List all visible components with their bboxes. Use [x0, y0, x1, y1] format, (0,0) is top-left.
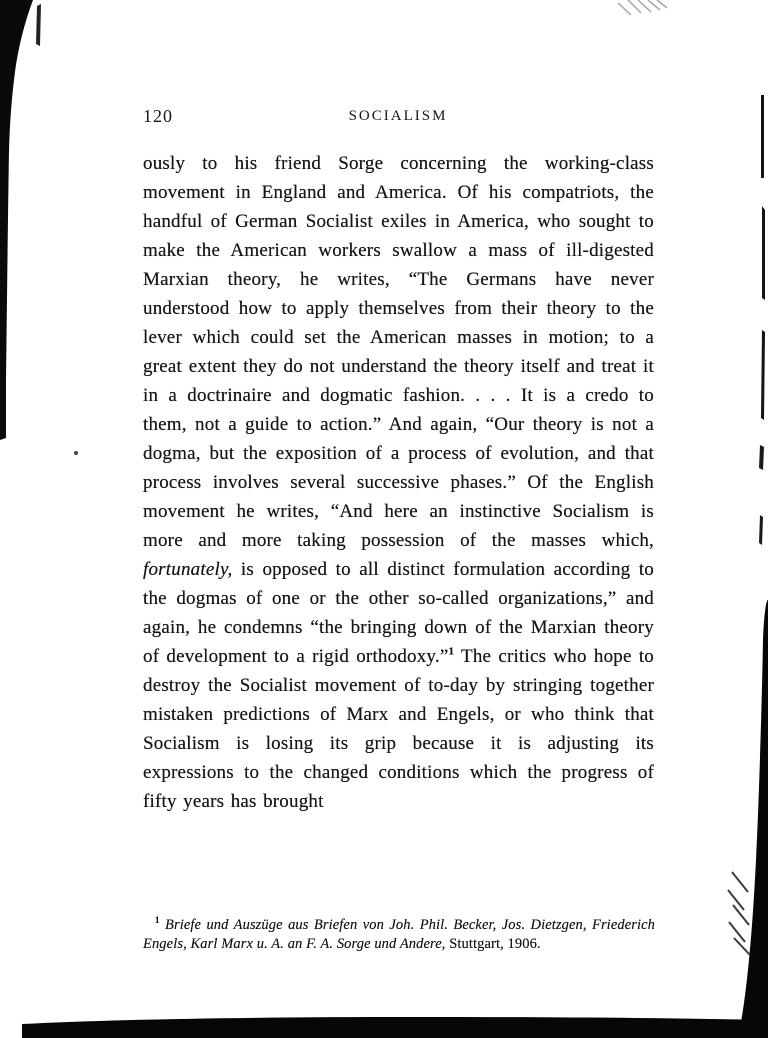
footnote-citation-roman: Stuttgart, 1906.: [445, 936, 541, 952]
body-text: [143, 149, 654, 816]
page-number: 120: [143, 106, 173, 126]
page-header: [143, 106, 653, 130]
footnote-citation-italic: Briefe und Auszüge aus Briefen von Joh. Phil. Becker, Jos. Dietzgen, Friederich Engels, Karl Marx u. A. an F. A. Sorge und Andere,: [143, 917, 655, 952]
footnote: [143, 916, 655, 954]
body-segment-1: ously to his friend Sorge concerning the working-class movement in England and America. Of his compatriots, the handful of German Socialist exiles in America, who sought to make the American workers swallow a mass of ill-digested Marxian theory, he writes, “The Germans have never understood how to apply themselves from their theory to the lever which could set the American masses in motion; to a great extent they do not understand the theory itself and treat it in a doctrinaire and dogmatic fashion. . . . It is a credo to them, not a guide to action.” And again, “Our theory is not a dogma, but the exposition of a process of evolution, and that process involves several successive phases.” Of the English movement he writes, “And here an instinctive Socialism is more and more taking possession of the masses which,: [143, 153, 654, 551]
italic-word-fortunately: fortunately,: [143, 559, 233, 580]
footnote-marker: 1: [155, 915, 160, 926]
body-segment-2: is opposed to all distinct formulation according to the dogmas of one or the other so-called organizations,” and again, he condemns “the bringing down of the Marxian theory of development to a rigid orthodoxy.”: [143, 559, 654, 667]
running-header: SOCIALISM: [348, 108, 448, 124]
body-segment-3: The critics who hope to destroy the Socialist movement of to-day by stringing together mistaken predictions of Marx and Engels, or who think that Socialism is losing its grip because it is adjusting its expressions to the changed conditions which the progress of fifty years has brought: [143, 646, 655, 812]
footnote-reference: 1: [448, 645, 455, 658]
